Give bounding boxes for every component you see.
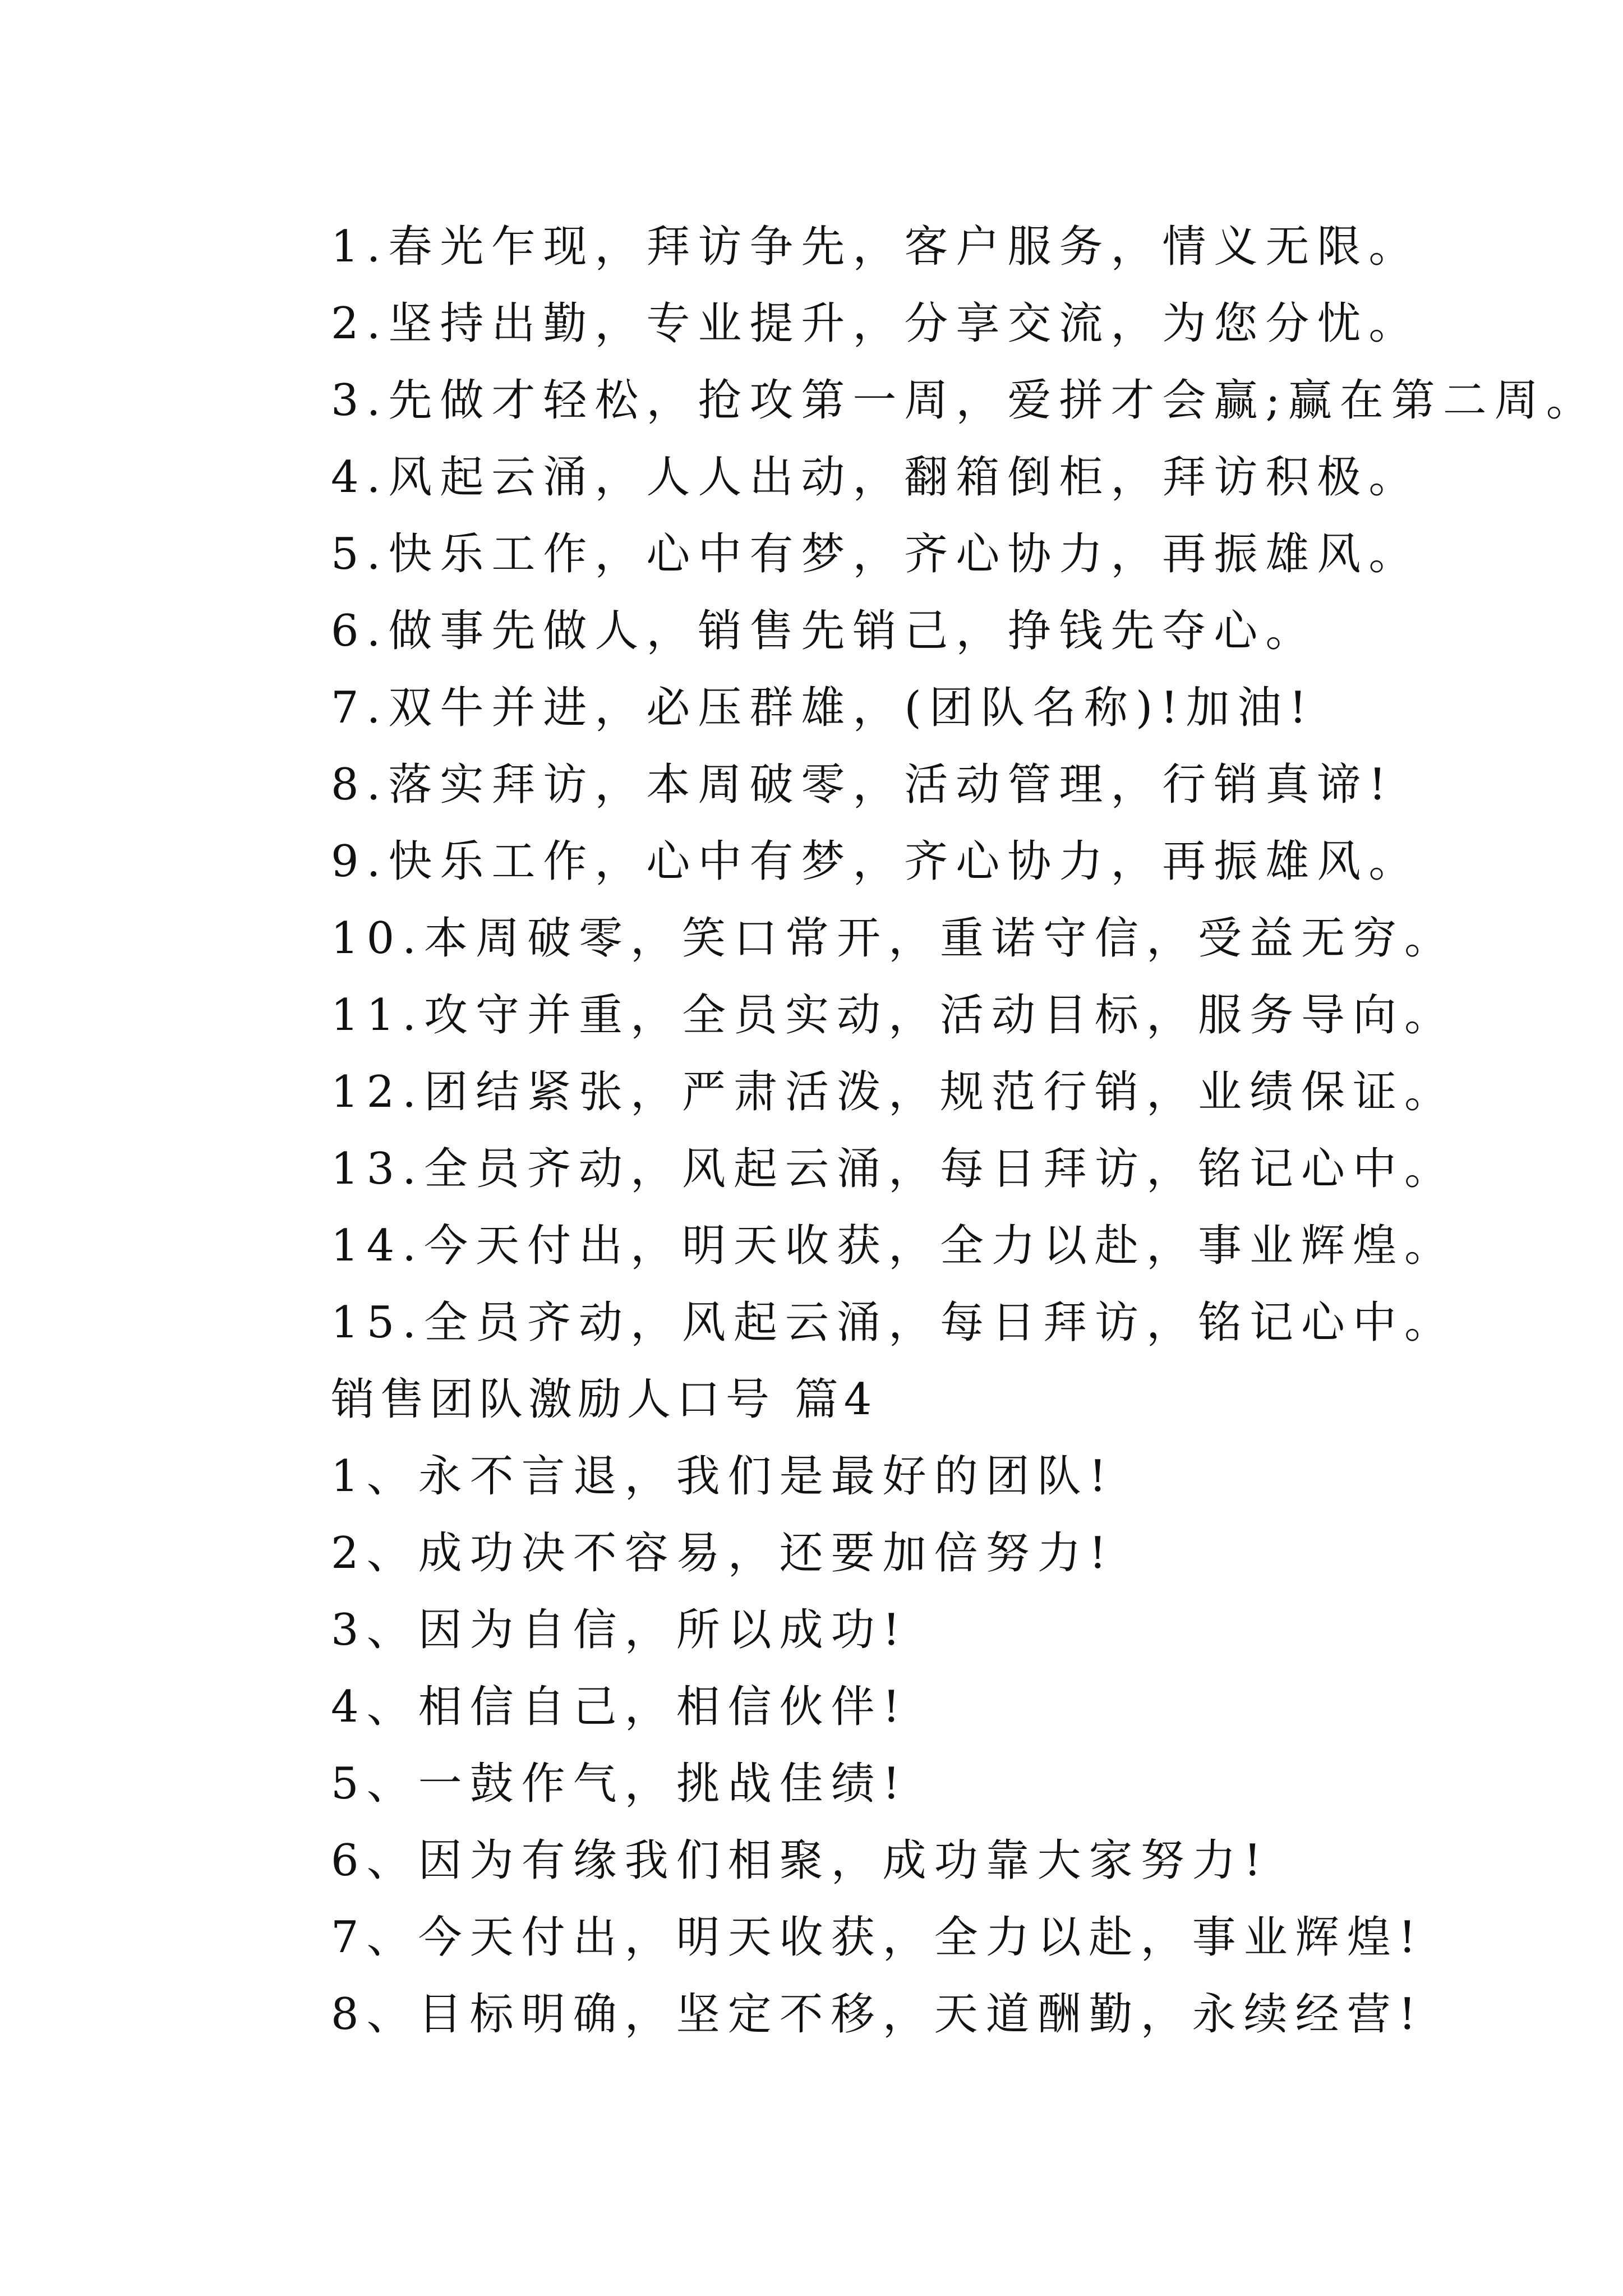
slogan-line: 15.全员齐动，风起云涌，每日拜访，铭记心中。 <box>331 1297 1456 1348</box>
slogan-line: 7、今天付出，明天收获，全力以赴，事业辉煌! <box>331 1912 1424 1963</box>
slogan-line: 10.本周破零，笑口常开，重诺守信，受益无穷。 <box>331 913 1456 964</box>
section-heading: 销售团队激励人口号 篇4 <box>331 1374 878 1425</box>
slogan-line: 4、相信自己，相信伙伴! <box>331 1682 908 1732</box>
slogan-line: 3.先做才轻松，抢攻第一周，爱拼才会赢;赢在第二周。 <box>331 375 1598 426</box>
slogan-line: 14.今天付出，明天收获，全力以赴，事业辉煌。 <box>331 1221 1456 1271</box>
slogan-line: 1.春光乍现，拜访争先，客户服务，情义无限。 <box>331 222 1421 272</box>
slogan-line: 8、目标明确，坚定不移，天道酬勤，永续经营! <box>331 1989 1424 2040</box>
slogan-line: 13.全员齐动，风起云涌，每日拜访，铭记心中。 <box>331 1144 1456 1194</box>
slogan-line: 2、成功决不容易，还要加倍努力! <box>331 1528 1114 1579</box>
slogan-line: 5.快乐工作，心中有梦，齐心协力，再振雄风。 <box>331 529 1421 579</box>
slogan-line: 6、因为有缘我们相聚，成功靠大家努力! <box>331 1835 1269 1886</box>
slogan-line: 6.做事先做人，销售先销己，挣钱先夺心。 <box>331 606 1317 656</box>
slogan-line: 12.团结紧张，严肃活泼，规范行销，业绩保证。 <box>331 1067 1456 1117</box>
document-body <box>331 209 1598 2053</box>
slogan-line: 4.风起云涌，人人出动，翻箱倒柜，拜访积极。 <box>331 452 1421 503</box>
slogan-line: 8.落实拜访，本周破零，活动管理，行销真谛! <box>331 760 1394 810</box>
slogan-line: 2.坚持出勤，专业提升，分享交流，为您分忧。 <box>331 298 1421 349</box>
slogan-line: 9.快乐工作，心中有梦，齐心协力，再振雄风。 <box>331 836 1421 887</box>
slogan-line: 7.双牛并进，必压群雄，(团队名称)!加油! <box>331 683 1315 733</box>
slogan-line: 5、一鼓作气，挑战佳绩! <box>331 1759 908 1809</box>
slogan-line: 11.攻守并重，全员实动，活动目标，服务导向。 <box>331 990 1456 1041</box>
slogan-line: 3、因为自信，所以成功! <box>331 1605 908 1655</box>
slogan-line: 1、永不言退，我们是最好的团队! <box>331 1451 1114 1502</box>
